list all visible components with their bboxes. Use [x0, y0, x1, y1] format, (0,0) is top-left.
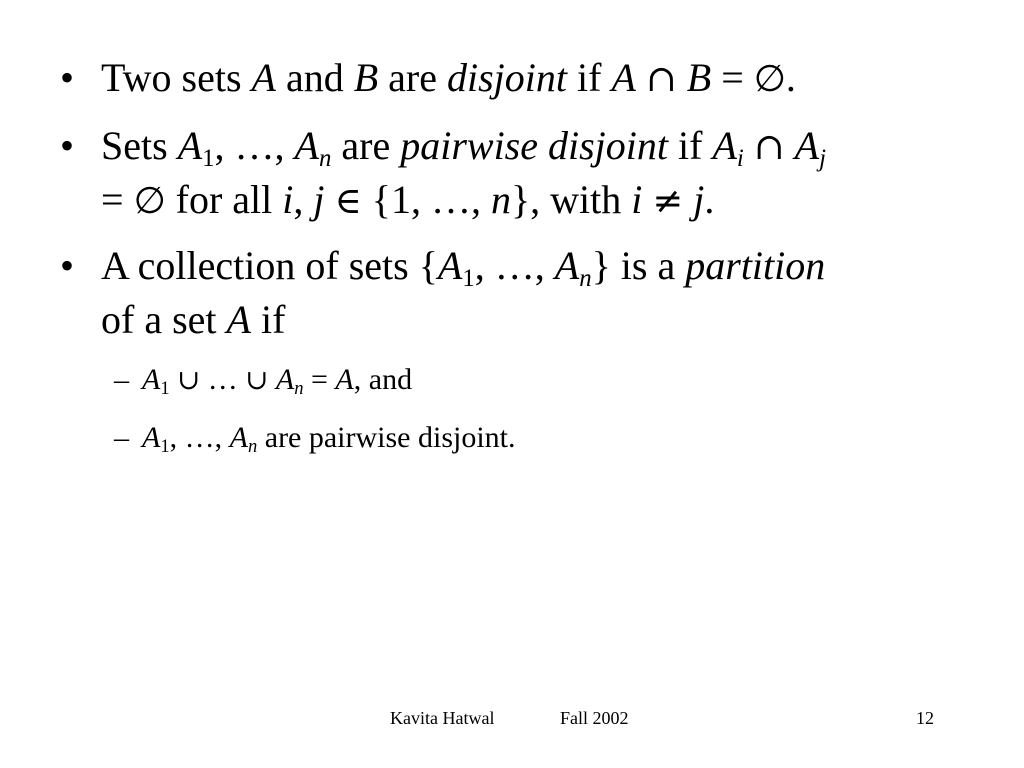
subitem-marker: – — [114, 363, 129, 396]
bullet-pairwise-line-1: Sets $A_1$, …, $A_n$ are pairwise disjoint if $A_i$ ∩ $A_j$ — [101, 123, 826, 172]
subitem-pairwise: $A_1$, …, $A_n$ are pairwise disjoint. — [142, 421, 516, 458]
bullet-disjoint-definition: Two sets A and B are disjoint if A ∩ B = ∅. — [101, 55, 796, 100]
bullet-marker: • — [60, 123, 75, 168]
bullet-partition-line-2: of a set A if — [101, 297, 286, 342]
bullet-partition-line-1: A collection of sets {$A_1$, …, $A_n$} is a partition — [101, 243, 826, 292]
footer-term: Fall 2002 — [560, 708, 629, 728]
subitem-marker: – — [114, 421, 129, 454]
bullet-marker: • — [60, 243, 75, 288]
footer-page-number: 12 — [916, 708, 934, 728]
bullet-marker: • — [60, 55, 75, 100]
bullet-pairwise-line-2: = ∅ for all i, j ∈ {1, …, n}, with i ≠ j. — [101, 177, 715, 222]
footer-author: Kavita Hatwal — [390, 708, 495, 728]
subitem-union: $A_1$ ∪ … ∪ $A_n = A$, and — [142, 363, 413, 400]
